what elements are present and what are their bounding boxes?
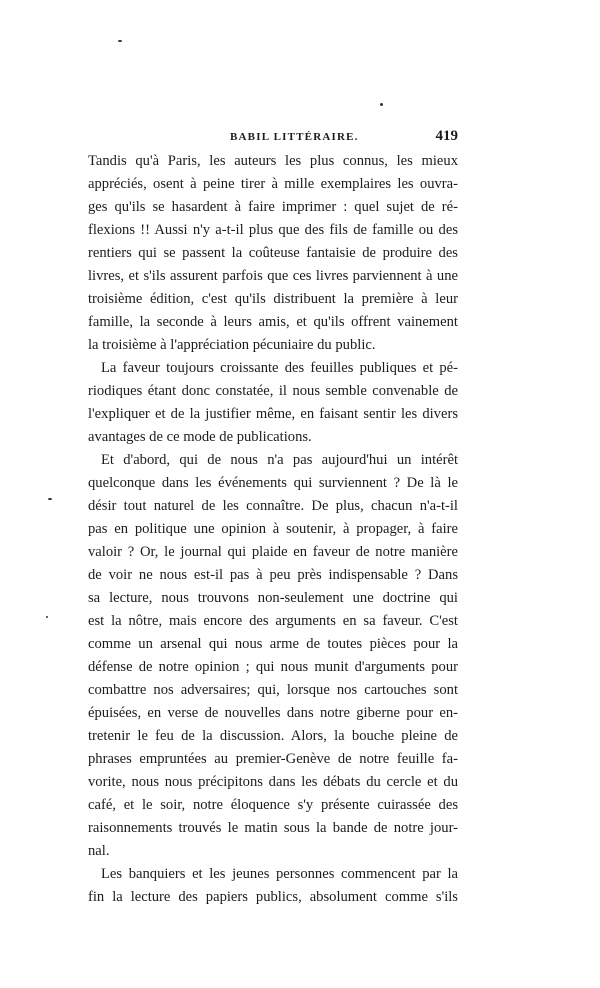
- text-line: comme un arsenal qui nous arme de toutes pièces pour la: [88, 636, 458, 652]
- text-line: défense de notre opinion ; qui nous munit d'arguments pour: [88, 659, 458, 675]
- text-line: est la nôtre, mais encore des arguments en sa faveur. C'est: [88, 613, 458, 629]
- text-line: Les banquiers et les jeunes personnes commencent par la: [101, 866, 458, 882]
- text-line: raisonnements trouvés le matin sous la bande de notre jour-: [88, 820, 458, 836]
- ink-speck: [48, 498, 52, 500]
- text-line: valoir ? Or, le journal qui plaide en faveur de notre manière: [88, 544, 458, 560]
- text-line: ges qu'ils se hasardent à faire imprimer : quel sujet de ré-: [88, 199, 458, 215]
- text-line: appréciés, osent à peine tirer à mille exemplaires les ouvra-: [88, 176, 458, 192]
- text-line: nal.: [88, 843, 110, 859]
- text-line: La faveur toujours croissante des feuilles publiques et pé-: [101, 360, 458, 376]
- text-line: livres, et s'ils assurent parfois que ces livres parviennent à une: [88, 268, 458, 284]
- text-line: pas en politique une opinion à soutenir, à propager, à faire: [88, 521, 458, 537]
- text-line: sa lecture, nous trouvons non-seulement une doctrine qui: [88, 590, 458, 606]
- running-title: BABIL LITTÉRAIRE.: [230, 131, 359, 143]
- text-line: la troisième à l'appréciation pécuniaire du public.: [88, 337, 376, 353]
- text-line: quelconque dans les événements qui surviennent ? De là le: [88, 475, 458, 491]
- text-line: désir tout naturel de les connaître. De plus, chacun n'a-t-il: [88, 498, 458, 514]
- text-line: troisième édition, c'est qu'ils distribuent la première à leur: [88, 291, 458, 307]
- text-line: avantages de ce mode de publications.: [88, 429, 312, 445]
- running-header: [88, 128, 458, 151]
- text-line: l'expliquer et de la justifier même, en faisant sentir les divers: [88, 406, 458, 422]
- text-line: épuisées, en verse de nouvelles dans notre giberne pour en-: [88, 705, 458, 721]
- text-line: famille, la seconde à leurs amis, et qu'ils offrent vainement: [88, 314, 458, 330]
- text-line: riodiques étant donc constatée, il nous semble convenable de: [88, 383, 458, 399]
- text-line: flexions !! Aussi n'y a-t-il plus que des fils de famille ou des: [88, 222, 458, 238]
- text-line: combattre nos adversaires; qui, lorsque nos cartouches sont: [88, 682, 458, 698]
- text-line: café, et le soir, notre éloquence s'y présente cuirassée des: [88, 797, 458, 813]
- ink-speck: [380, 103, 383, 106]
- text-line: rentiers qui se passent la coûteuse fantaisie de produire des: [88, 245, 458, 261]
- text-line: fin la lecture des papiers publics, absolument comme s'ils: [88, 889, 458, 905]
- page-number: 419: [435, 128, 458, 144]
- body-text: [88, 150, 458, 909]
- text-line: Tandis qu'à Paris, les auteurs les plus connus, les mieux: [88, 153, 458, 169]
- ink-speck: [118, 40, 122, 42]
- text-line: vorite, nous nous précipitons dans les débats du cercle et du: [88, 774, 458, 790]
- text-line: Et d'abord, qui de nous n'a pas aujourd'hui un intérêt: [101, 452, 458, 468]
- text-line: phrases empruntées au premier-Genève de notre feuille fa-: [88, 751, 458, 767]
- text-line: tretenir le feu de la discussion. Alors, la bouche pleine de: [88, 728, 458, 744]
- text-line: de voir ne nous est-il pas à peu près indispensable ? Dans: [88, 567, 458, 583]
- ink-speck: [46, 616, 48, 618]
